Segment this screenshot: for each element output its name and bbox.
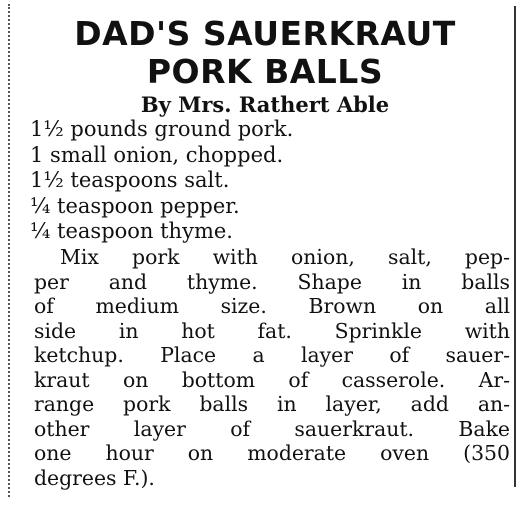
right-border-rule: [514, 6, 516, 487]
method-line: kraut on bottom of casserole. Ar-: [34, 367, 510, 392]
recipe-title-line-1: DAD'S SAUERKRAUT: [74, 14, 456, 53]
method-line: one hour on moderate oven (350: [34, 441, 510, 465]
method-line: side in hot fat. Sprinkle with: [34, 318, 510, 343]
left-border-rule: [8, 4, 10, 497]
ingredient-item: 1½ teaspoons salt.: [30, 168, 230, 192]
method-line: Mix pork with onion, salt, pep-: [60, 245, 510, 269]
method-line: ketchup. Place a layer of sauer-: [34, 343, 510, 367]
ingredient-item: 1 small onion, chopped.: [30, 142, 284, 167]
ingredient-item: ¼ teaspoon thyme.: [30, 219, 233, 243]
ingredient-item: 1½ pounds ground pork.: [30, 117, 294, 141]
method-line: range pork balls in layer, add an-: [34, 392, 510, 416]
ingredient-list: [30, 117, 293, 245]
recipe-byline: By Mrs. Rathert Able: [140, 92, 390, 117]
method-line: of medium size. Brown on all: [34, 294, 510, 318]
method-line: degrees F.).: [34, 465, 155, 490]
recipe-title-line-2: PORK BALLS: [146, 52, 384, 91]
method-line: other layer of sauerkraut. Bake: [34, 416, 510, 441]
method-line: per and thyme. Shape in balls: [34, 269, 510, 294]
ingredient-item: ¼ teaspoon pepper.: [30, 193, 240, 218]
recipe-method: [34, 245, 510, 490]
